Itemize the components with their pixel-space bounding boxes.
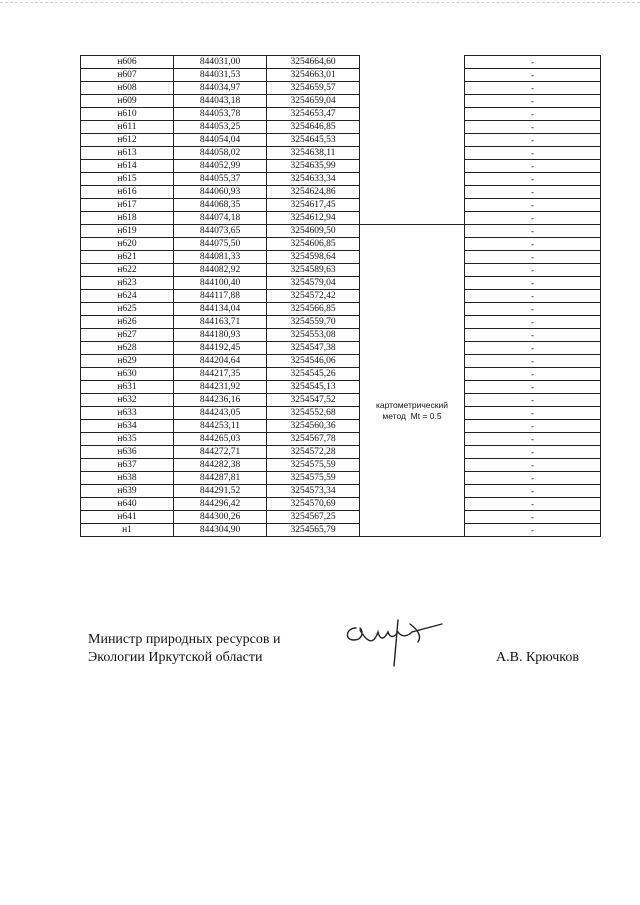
accuracy-cell: - — [465, 238, 601, 251]
y-coordinate-cell: 3254552,68 — [267, 407, 360, 420]
accuracy-cell: - — [465, 121, 601, 134]
table-row — [81, 498, 601, 511]
table-row — [81, 147, 601, 160]
accuracy-cell: - — [465, 251, 601, 264]
y-coordinate-cell: 3254572,42 — [267, 290, 360, 303]
point-id-cell: н634 — [81, 420, 174, 433]
table-row — [81, 277, 601, 290]
table-row — [81, 160, 601, 173]
point-id-cell: н616 — [81, 186, 174, 199]
signatory-name: А.В. Крючков — [496, 650, 579, 665]
handwritten-signature — [338, 610, 448, 670]
accuracy-cell: - — [465, 212, 601, 225]
table-row — [81, 264, 601, 277]
table-row — [81, 238, 601, 251]
y-coordinate-cell: 3254659,57 — [267, 82, 360, 95]
table-row — [81, 186, 601, 199]
accuracy-cell: - — [465, 459, 601, 472]
y-coordinate-cell: 3254545,13 — [267, 381, 360, 394]
y-coordinate-cell: 3254567,25 — [267, 511, 360, 524]
table-row — [81, 56, 601, 69]
x-coordinate-cell: 844304,90 — [174, 524, 267, 537]
y-coordinate-cell: 3254545,26 — [267, 368, 360, 381]
y-coordinate-cell: 3254606,85 — [267, 238, 360, 251]
point-id-cell: н624 — [81, 290, 174, 303]
position-line-2: Экологии Иркутской области — [88, 650, 263, 665]
table-row — [81, 108, 601, 121]
x-coordinate-cell: 844058,02 — [174, 147, 267, 160]
point-id-cell: н612 — [81, 134, 174, 147]
table-row — [81, 95, 601, 108]
table-row — [81, 82, 601, 95]
y-coordinate-cell: 3254663,01 — [267, 69, 360, 82]
y-coordinate-cell: 3254575,59 — [267, 459, 360, 472]
x-coordinate-cell: 844253,11 — [174, 420, 267, 433]
x-coordinate-cell: 844043,18 — [174, 95, 267, 108]
table-row — [81, 121, 601, 134]
table-row — [81, 212, 601, 225]
y-coordinate-cell: 3254645,53 — [267, 134, 360, 147]
accuracy-cell: - — [465, 69, 601, 82]
x-coordinate-cell: 844031,00 — [174, 56, 267, 69]
x-coordinate-cell: 844180,93 — [174, 329, 267, 342]
table-row — [81, 251, 601, 264]
accuracy-cell: - — [465, 108, 601, 121]
x-coordinate-cell: 844075,50 — [174, 238, 267, 251]
y-coordinate-cell: 3254646,85 — [267, 121, 360, 134]
point-id-cell: н619 — [81, 225, 174, 238]
accuracy-cell: - — [465, 368, 601, 381]
point-id-cell: н638 — [81, 472, 174, 485]
table-row — [81, 225, 601, 238]
y-coordinate-cell: 3254566,85 — [267, 303, 360, 316]
table-row — [81, 459, 601, 472]
table-row — [81, 290, 601, 303]
y-coordinate-cell: 3254579,04 — [267, 277, 360, 290]
accuracy-cell: - — [465, 407, 601, 420]
table-row — [81, 420, 601, 433]
y-coordinate-cell: 3254635,99 — [267, 160, 360, 173]
x-coordinate-cell: 844296,42 — [174, 498, 267, 511]
table-row — [81, 316, 601, 329]
y-coordinate-cell: 3254559,70 — [267, 316, 360, 329]
table-row — [81, 446, 601, 459]
method-cell — [360, 225, 465, 537]
table-row — [81, 173, 601, 186]
point-id-cell: н610 — [81, 108, 174, 121]
x-coordinate-cell: 844081,33 — [174, 251, 267, 264]
table-row — [81, 355, 601, 368]
point-id-cell: н621 — [81, 251, 174, 264]
point-id-cell: н614 — [81, 160, 174, 173]
y-coordinate-cell: 3254567,78 — [267, 433, 360, 446]
accuracy-cell: - — [465, 446, 601, 459]
y-coordinate-cell: 3254573,34 — [267, 485, 360, 498]
accuracy-cell: - — [465, 511, 601, 524]
accuracy-cell: - — [465, 225, 601, 238]
accuracy-cell: - — [465, 56, 601, 69]
point-id-cell: н607 — [81, 69, 174, 82]
table-row — [81, 381, 601, 394]
x-coordinate-cell: 844134,04 — [174, 303, 267, 316]
point-id-cell: н637 — [81, 459, 174, 472]
x-coordinate-cell: 844060,93 — [174, 186, 267, 199]
table-row — [81, 433, 601, 446]
y-coordinate-cell: 3254598,64 — [267, 251, 360, 264]
x-coordinate-cell: 844231,92 — [174, 381, 267, 394]
x-coordinate-cell: 844192,45 — [174, 342, 267, 355]
x-coordinate-cell: 844217,35 — [174, 368, 267, 381]
x-coordinate-cell: 844204,64 — [174, 355, 267, 368]
point-id-cell: н633 — [81, 407, 174, 420]
point-id-cell: н611 — [81, 121, 174, 134]
x-coordinate-cell: 844082,92 — [174, 264, 267, 277]
table-row — [81, 69, 601, 82]
y-coordinate-cell: 3254659,04 — [267, 95, 360, 108]
accuracy-cell: - — [465, 277, 601, 290]
x-coordinate-cell: 844300,26 — [174, 511, 267, 524]
accuracy-cell: - — [465, 394, 601, 407]
point-id-cell: н628 — [81, 342, 174, 355]
y-coordinate-cell: 3254609,50 — [267, 225, 360, 238]
y-coordinate-cell: 3254633,34 — [267, 173, 360, 186]
x-coordinate-cell: 844074,18 — [174, 212, 267, 225]
point-id-cell: н1 — [81, 524, 174, 537]
point-id-cell: н640 — [81, 498, 174, 511]
point-id-cell: н636 — [81, 446, 174, 459]
x-coordinate-cell: 844117,88 — [174, 290, 267, 303]
position-line-1: Министр природных ресурсов и — [88, 632, 281, 647]
y-coordinate-cell: 3254589,63 — [267, 264, 360, 277]
x-coordinate-cell: 844282,38 — [174, 459, 267, 472]
method-line-2: метод Mt = 0.5 — [382, 410, 442, 421]
table-row — [81, 303, 601, 316]
accuracy-cell: - — [465, 342, 601, 355]
y-coordinate-cell: 3254575,59 — [267, 472, 360, 485]
point-id-cell: н635 — [81, 433, 174, 446]
point-id-cell: н615 — [81, 173, 174, 186]
point-id-cell: н631 — [81, 381, 174, 394]
x-coordinate-cell: 844272,71 — [174, 446, 267, 459]
table-row — [81, 472, 601, 485]
table-row — [81, 407, 601, 420]
y-coordinate-cell: 3254547,38 — [267, 342, 360, 355]
x-coordinate-cell: 844265,03 — [174, 433, 267, 446]
point-id-cell: н630 — [81, 368, 174, 381]
accuracy-cell: - — [465, 82, 601, 95]
accuracy-cell: - — [465, 381, 601, 394]
point-id-cell: н613 — [81, 147, 174, 160]
x-coordinate-cell: 844031,53 — [174, 69, 267, 82]
x-coordinate-cell: 844052,99 — [174, 160, 267, 173]
accuracy-cell: - — [465, 524, 601, 537]
y-coordinate-cell: 3254664,60 — [267, 56, 360, 69]
accuracy-cell: - — [465, 186, 601, 199]
y-coordinate-cell: 3254572,28 — [267, 446, 360, 459]
accuracy-cell: - — [465, 472, 601, 485]
method-line-1: картометрический — [376, 399, 448, 410]
point-id-cell: н618 — [81, 212, 174, 225]
accuracy-cell: - — [465, 264, 601, 277]
table-row — [81, 342, 601, 355]
accuracy-cell: - — [465, 420, 601, 433]
table-row — [81, 199, 601, 212]
accuracy-cell: - — [465, 160, 601, 173]
point-id-cell: н627 — [81, 329, 174, 342]
x-coordinate-cell: 844034,97 — [174, 82, 267, 95]
scan-artifact-line — [0, 2, 640, 3]
table-row — [81, 511, 601, 524]
point-id-cell: н629 — [81, 355, 174, 368]
accuracy-cell: - — [465, 134, 601, 147]
accuracy-cell: - — [465, 95, 601, 108]
y-coordinate-cell: 3254638,11 — [267, 147, 360, 160]
point-id-cell: н625 — [81, 303, 174, 316]
x-coordinate-cell: 844236,16 — [174, 394, 267, 407]
table-row — [81, 524, 601, 537]
x-coordinate-cell: 844055,37 — [174, 173, 267, 186]
accuracy-cell: - — [465, 329, 601, 342]
y-coordinate-cell: 3254653,47 — [267, 108, 360, 121]
point-id-cell: н622 — [81, 264, 174, 277]
point-id-cell: н617 — [81, 199, 174, 212]
y-coordinate-cell: 3254565,79 — [267, 524, 360, 537]
y-coordinate-cell: 3254560,36 — [267, 420, 360, 433]
y-coordinate-cell: 3254553,08 — [267, 329, 360, 342]
accuracy-cell: - — [465, 173, 601, 186]
point-id-cell: н609 — [81, 95, 174, 108]
signatory-position — [88, 631, 280, 667]
x-coordinate-cell: 844291,52 — [174, 485, 267, 498]
x-coordinate-cell: 844054,04 — [174, 134, 267, 147]
accuracy-cell: - — [465, 316, 601, 329]
table-row — [81, 394, 601, 407]
accuracy-cell: - — [465, 433, 601, 446]
x-coordinate-cell: 844243,05 — [174, 407, 267, 420]
point-id-cell: н608 — [81, 82, 174, 95]
y-coordinate-cell: 3254624,86 — [267, 186, 360, 199]
x-coordinate-cell: 844073,65 — [174, 225, 267, 238]
accuracy-cell: - — [465, 355, 601, 368]
y-coordinate-cell: 3254617,45 — [267, 199, 360, 212]
point-id-cell: н623 — [81, 277, 174, 290]
coordinates-table — [80, 55, 601, 537]
x-coordinate-cell: 844053,25 — [174, 121, 267, 134]
accuracy-cell: - — [465, 485, 601, 498]
y-coordinate-cell: 3254612,94 — [267, 212, 360, 225]
table-row — [81, 329, 601, 342]
accuracy-cell: - — [465, 147, 601, 160]
point-id-cell: н641 — [81, 511, 174, 524]
x-coordinate-cell: 844287,81 — [174, 472, 267, 485]
y-coordinate-cell: 3254547,52 — [267, 394, 360, 407]
y-coordinate-cell: 3254570,69 — [267, 498, 360, 511]
y-coordinate-cell: 3254546,06 — [267, 355, 360, 368]
point-id-cell: н632 — [81, 394, 174, 407]
x-coordinate-cell: 844068,35 — [174, 199, 267, 212]
x-coordinate-cell: 844100,40 — [174, 277, 267, 290]
point-id-cell: н606 — [81, 56, 174, 69]
x-coordinate-cell: 844053,78 — [174, 108, 267, 121]
point-id-cell: н626 — [81, 316, 174, 329]
coordinates-table-body — [81, 56, 601, 537]
table-row — [81, 368, 601, 381]
accuracy-cell: - — [465, 303, 601, 316]
table-row — [81, 134, 601, 147]
table-row — [81, 485, 601, 498]
x-coordinate-cell: 844163,71 — [174, 316, 267, 329]
point-id-cell: н639 — [81, 485, 174, 498]
point-id-cell: н620 — [81, 238, 174, 251]
accuracy-cell: - — [465, 290, 601, 303]
accuracy-cell: - — [465, 199, 601, 212]
accuracy-cell: - — [465, 498, 601, 511]
method-cell-empty — [360, 56, 465, 225]
